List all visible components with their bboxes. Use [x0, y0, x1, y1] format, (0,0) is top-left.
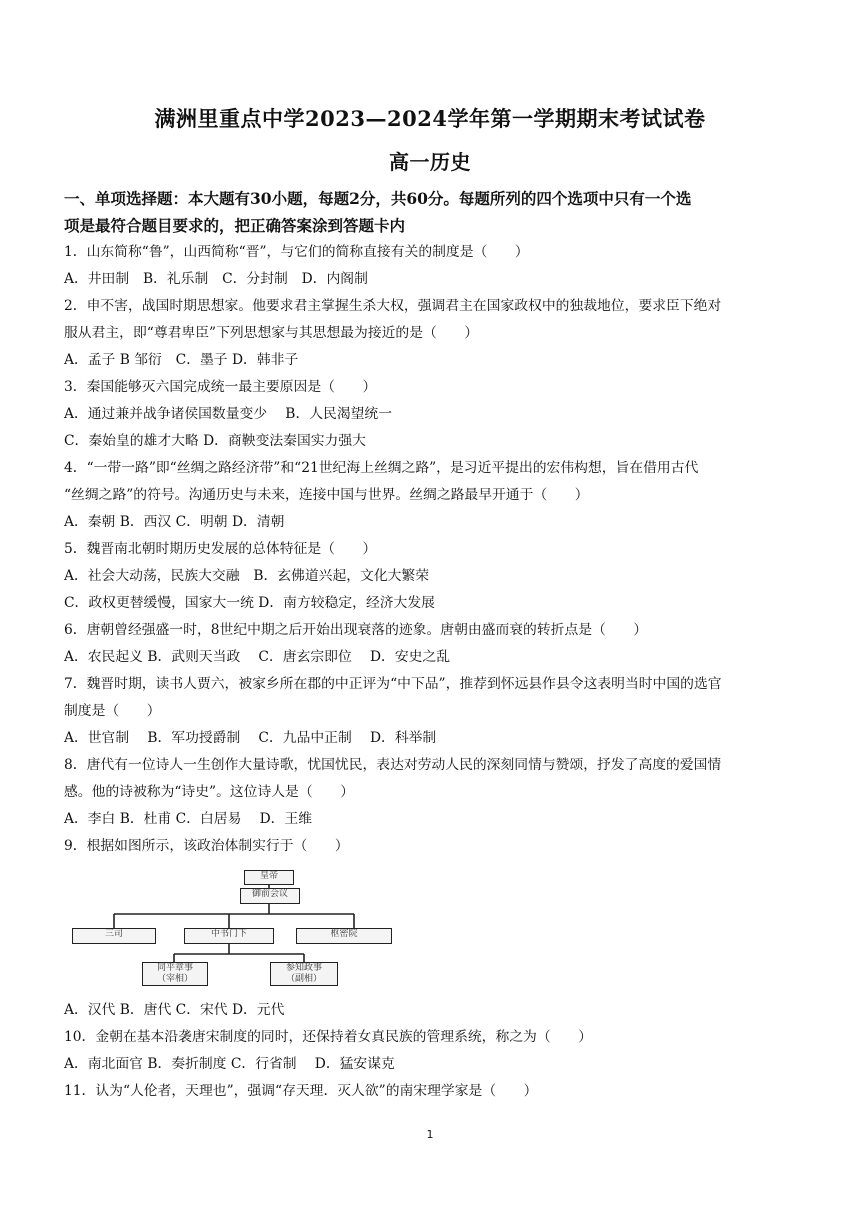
diagram-box-right: 枢密院 [296, 928, 392, 944]
exam-title: 满洲里重点中学2023—2024学年第一学期期末考试试卷 [154, 106, 706, 131]
diagram-box-left: 三司 [72, 928, 156, 944]
question-1-options: A．井田制 B．礼乐制 C．分封制 D．内阁制 [64, 271, 368, 287]
question-9-options: A．汉代 B．唐代 C．宋代 D．元代 [64, 1002, 285, 1018]
diagram-box-vice-chancellor: 参知政事 （副相） [270, 962, 338, 986]
diagram-connectors [64, 866, 402, 988]
question-11: 11．认为“人伦者，天理也”，强调“存天理．灭人欲”的南宋理学家是（ ） [64, 1083, 538, 1099]
question-1: 1．山东简称“鲁”，山西简称“晋”，与它们的简称直接有关的制度是（ ） [64, 244, 529, 260]
question-7-line-2: 制度是（ ） [64, 703, 161, 719]
question-2-options: A．孟子 B 邹衍 C．墨子 D．韩非子 [64, 352, 299, 368]
question-2-line-2: 服从君主，即“尊君卑臣”下列思想家与其思想最为接近的是（ ） [64, 325, 479, 341]
question-10-options: A．南北面官 B．奏折制度 C．行省制 D．猛安谋克 [64, 1056, 395, 1072]
question-7-line-1: 7．魏晋时期，读书人贾六，被家乡所在郡的中正评为“中下品”，推荐到怀远县作县令这表明当时中国的选官 [64, 676, 722, 692]
question-9: 9．根据如图所示，该政治体制实行于（ ） [64, 838, 349, 854]
question-8-line-1: 8．唐代有一位诗人一生创作大量诗歌，忧国忧民，表达对劳动人民的深刻同情与赞颂，抒发了高度的爱国情 [64, 757, 722, 773]
question-2-line-1: 2．申不害，战国时期思想家。他要求君主掌握生杀大权，强调君主在国家政权中的独裁地位，要求臣下绝对 [64, 298, 722, 314]
question-10: 10．金朝在基本沿袭唐宋制度的同时，还保持着女真民族的管理系统，称之为（ ） [64, 1029, 593, 1045]
question-5-options-1: A．社会大动荡，民族大交融 B．玄佛道兴起，文化大繁荣 [64, 568, 430, 584]
question-3: 3．秦国能够灭六国完成统一最主要原因是（ ） [64, 379, 377, 395]
exam-subtitle: 高一历史 [389, 150, 471, 174]
question-4-line-2: “丝绸之路”的符号。沟通历史与未来，连接中国与世界。丝绸之路最早开通于（ ） [64, 487, 589, 503]
question-3-options-1: A．通过兼并战争诸侯国数量变少 B．人民渴望统一 [64, 406, 393, 422]
question-8-options: A．李白 B．杜甫 C．白居易 D．王维 [64, 811, 313, 827]
question-4-options: A．秦朝 B．西汉 C．明朝 D．清朝 [64, 514, 285, 530]
diagram-box-chancellor: 同平章事 （宰相） [142, 962, 208, 986]
question-5-options-2: C．政权更替缓慢，国家大一统 D．南方较稳定，经济大发展 [64, 595, 435, 611]
page-number: 1 [426, 1128, 434, 1141]
section-heading-line-2: 项是最符合题目要求的，把正确答案涂到答题卡内 [64, 216, 406, 235]
section-heading-line-1: 一、单项选择题：本大题有30小题，每题2分，共60分。每题所列的四个选项中只有一个选 [64, 189, 692, 208]
question-8-line-2: 感。他的诗被称为“诗史”。这位诗人是（ ） [64, 784, 355, 800]
diagram-box-council: 御前会议 [240, 888, 300, 904]
question-5: 5．魏晋南北朝时期历史发展的总体特征是（ ） [64, 541, 377, 557]
question-7-options: A．世官制 B．军功授爵制 C．九品中正制 D．科举制 [64, 730, 437, 746]
question-3-options-2: C．秦始皇的雄才大略 D．商鞅变法秦国实力强大 [64, 433, 366, 449]
diagram-box-middle: 中书门下 [184, 928, 274, 944]
government-structure-diagram [64, 866, 402, 988]
question-6-options: A．农民起义 B．武则天当政 C．唐玄宗即位 D．安史之乱 [64, 649, 451, 665]
question-4-line-1: 4．“一带一路”即“丝绸之路经济带”和“21世纪海上丝绸之路”，是习近平提出的宏伟构想，旨在借用古代 [64, 460, 699, 476]
diagram-box-emperor: 皇帝 [244, 870, 294, 885]
question-6: 6．唐朝曾经强盛一时，8世纪中期之后开始出现衰落的迹象。唐朝由盛而衰的转折点是（ ） [64, 622, 648, 638]
